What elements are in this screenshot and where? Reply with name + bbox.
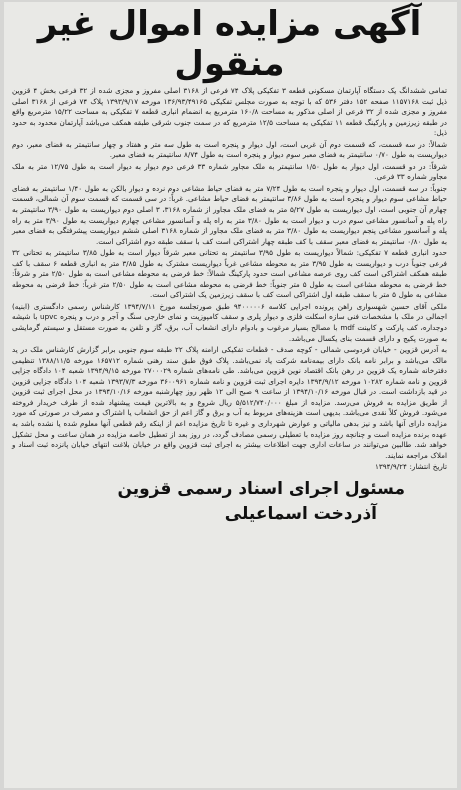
notice-paragraph-north: شمالاً: در سه قسمت، که قسمت دوم آن غربی است، اول دیوار و پنجره است به طول سه متر و هفتاد و چهار سانتیمتر به فضای معبر، دوم دیواریست به طول ۰/۷۰ سانتیمتر به فضای معبر سوم دیوار و پنجره است به طول ۸/۷۴ سانتیمتر به فضای معبر. <box>12 139 447 160</box>
notice-title: آگهی مزایده اموال غیر منقول <box>37 4 422 84</box>
signature-office: مسئول اجرای اسناد رسمی قزوین <box>117 478 405 499</box>
notice-page <box>4 2 457 788</box>
notice-paragraph-storage-parking: حدود انباری قطعه ۷ تفکیکی: شمالاً دیواریست به طول ۳/۹۵ سانتیمتر به تحتانی معبر شرقاً دیوار است به طول ۳/۸۵ سانتیمتر به تحتانی ۳۲ فرعی جنوباً درب و دیواریست به طول ۳/۹۵ متر به محوطه مشاعی غرباً دیواریست مشترک به طول ۳/۸۵ متر به انباری قطعه ۶ سقف با کف طبقه همکف اشتراکی است کف روی عرصه مشاعی است حدود پارکینگ شمالاً: خط فرضی به محوطه مشاعی است به طول ۲/۵۰ متر و شرقاً: خط فرضی به محوطه مشاعی است به طول ۵ متر جنوباً: خط فرضی به محوطه مشاعی است به طول ۲/۵۰ متر غرباً: خط فرضی به محوطه مشاعی به طول ۵ متر با سقف طبقه اول اشتراکی است کف با سقف زیرزمین یک اشتراکی است. <box>12 248 447 300</box>
notice-publish-date: تاریخ انتشار: ۱۳۹۴/۹/۲۴ <box>374 462 447 472</box>
notice-paragraph-property: تمامی ششدانگ یک دستگاه آپارتمان مسکونی قطعه ۳ تفکیکی پلاک ۷۴ فرعی از ۳۱۶۸ اصلی مفروز و مجزی شده از ۳۲ فرعی بخش ۴ قزوین ذیل ثبت ۱۱۵۷۱۶۸ صفحه ۱۵۲ دفتر ۵۳۶ که با توجه به صورت مجلس تفکیکی ۱۳۶/۹۳/۴۹۱۶۵ مورخه ۱۳۹۳/۹/۱۷ پلاک ۷۴ فرعی از ۳۱۶۸ اصلی مفروز و مجزی شده از ۳۲ فرعی از اصلی مذکور به مساحت ۱۶۰/۸ مترمربع به انضمام انباری قطعه ۷ تفکیکی به مساحت ۱۵/۲۲ مترمربع واقع در طبقه زیرزمین و پارکینگ قطعه ۱۱ تفکیکی به مساحت ۱۲/۵ مترمربع که در سمت جنوب شرقی طبقه همکف می‌باشد آپارتمان محدود به حدود ذیل: <box>12 86 448 138</box>
notice-paragraph-east: شرقاً: در دو قسمت، اول دیوار به طول ۱/۵۰ سانتیمتر به ملک مجاور شماره ۳۳ فرعی دوم دیوار به دیوار است به طول ۱۲/۷۵ متر به ملک مجاور شماره ۳۳ فرعی. <box>12 161 447 182</box>
notice-paragraph-owner: ملکی آقای حسین شهسواری راهن پرونده اجرایی کلاسه ۹۴۰۰۰۰۰۶ طبق صورتجلسه مورخ ۱۳۹۴/۷/۱۱ کارشناس رسمی دادگستری (ابنیه) اجمالی در ملک با مشخصات فنی سازه اسکلت فلزی و دیوار پلری و سقف کامپوزیت و نمای خارجی سنگ و آجر و درب و پنجره upvc با شیشه دوجداره، کف پارکت و کابینت mdf با مصالح بسیار مرغوب و بادوام دارای انشعاب آب، برق، گاز و تلفن به صورت مستقل و سیستم گرمایشی به صورت پکیج و دارای قسمت بنای یکسال می‌باشد. <box>12 301 447 343</box>
notice-paragraph-south-west: جنوباً: در سه قسمت، اول دیوار و پنجره است به طول ۷/۲۴ متر به فضای حیاط مشاعی دوم نرده و دیوار بالکن به طول ۱/۴۰ سانتیمتر به فضای حیاط مشاعی سوم دیوار و پنجره است به طول ۳/۸۶ سانتیمتر به فضای حیاط مشاعی. غرباً: در سی قسمت که قسمت سوم آن شمالی، قسمت چهارم آن جنوبی است، اول دیواریست به طول ۵/۲۷ متر به فضای ملک مجاور از شماره ۳۱۶۸، ۳ اصلی دوم دیواریست به طول ۳/۹۰ سانتیمتر به راه پله و آسانسور مشاعی سوم درب و دیوار است به طول ۳/۸۰ متر به راه پله و آسانسور مشاعی چهارم دیواریست به طول ۳/۹۰ متر به راه پله و آسانسور مشاعی پنجم دیواریست به طول ۳/۸۰ متر به فضای ملک مجاور از شماره ۳۱۶۸ اصلی ششم دیواریست پیشرفتگی به فضای معبر به طول ۰/۸۰ سانتیمتر به فضای معبر سقف با کف طبقه چهار اشتراکی است کف با سقف طبقه دوم اشتراکی است. <box>12 183 447 246</box>
notice-paragraph-auction: به آدرس قزوین - خیابان فردوسی شمالی - کوچه صدف - قطعات تفکیکی ارامنه پلاک ۲۲ طبقه سوم جنوبی برابر گزارش کارشناس ملک در ید مالک می‌باشد و برابر نامه بانک دارای بیمه‌نامه شرکت یاد نمی‌باشد. پلاک فوق طبق سند رهنی شماره ۱۶۵۷۱۲ مورخه ۱۳۸۸/۱۱/۵ تنظیمی دفترخانه شماره یک قزوین در رهن بانک اقتصاد نوین قزوین می‌باشد. طی نامه‌های شماره ۲۷۰۰۰۲۹ مورخه ۱۳۹۴/۹/۱۵ شعبه ۱۰۴ دادگاه جزایی قزوین و نامه شماره ۱۰۲۸۲ مورخه ۱۳۹۴/۹/۱۲ دایره اجرای ثبت قزوین و نامه شماره ۳۶۰۰۹۶۱ مورخه ۱۳۹۳/۷/۳ شعبه ۱۰۴ دادگاه جزایی قزوین در قید بازداشت است. در قبال مورخه ۱۳۹۴/۱۰/۱۶ از ساعت ۹ صبح الی ۱۲ ظهر روز چهارشنبه مورخه ۱۳۹۴/۱۰/۱۶ در محل اجرای ثبت قزوین از طریق مزایده به فروش می‌رسد. مزایده از مبلغ ۵/۵۱۲/۷۴۰/۰۰۰ ریال شروع و به بالاترین قیمت پیشنهاد شده از طرف خریدار فروخته می‌شود. فروش کلاً نقدی می‌باشد. بدیهی است هزینه‌های مربوط به آب و برق و گاز اعم از حق انشعاب یا اشتراک و مصرف در صورتی که مورد مزایده دارای آنها باشد و نیز بدهی مالیاتی و عوارض شهرداری و غیره تا تاریخ مزایده اعم از اینکه رقم قطعی آنها معلوم شده یا نشده باشد به عهده برنده مزایده است و چنانچه روز مزایده با تعطیلی رسمی مصادف گردد، در روز بعد از تعطیل خاصه مزایده در همان ساعت و محل تشکیل خواهد شد. طالبین می‌توانند در ساعات اداری جهت اطلاعات بیشتر به اجرای ثبت قزوین واقع در خیابان بلاغت انتهای خیابان پانزده ثبت اسناد و املاک مراجعه نمایند. <box>12 345 448 460</box>
signature-block <box>12 477 447 527</box>
signature-name: آذردخت اسماعیلی <box>224 503 377 524</box>
